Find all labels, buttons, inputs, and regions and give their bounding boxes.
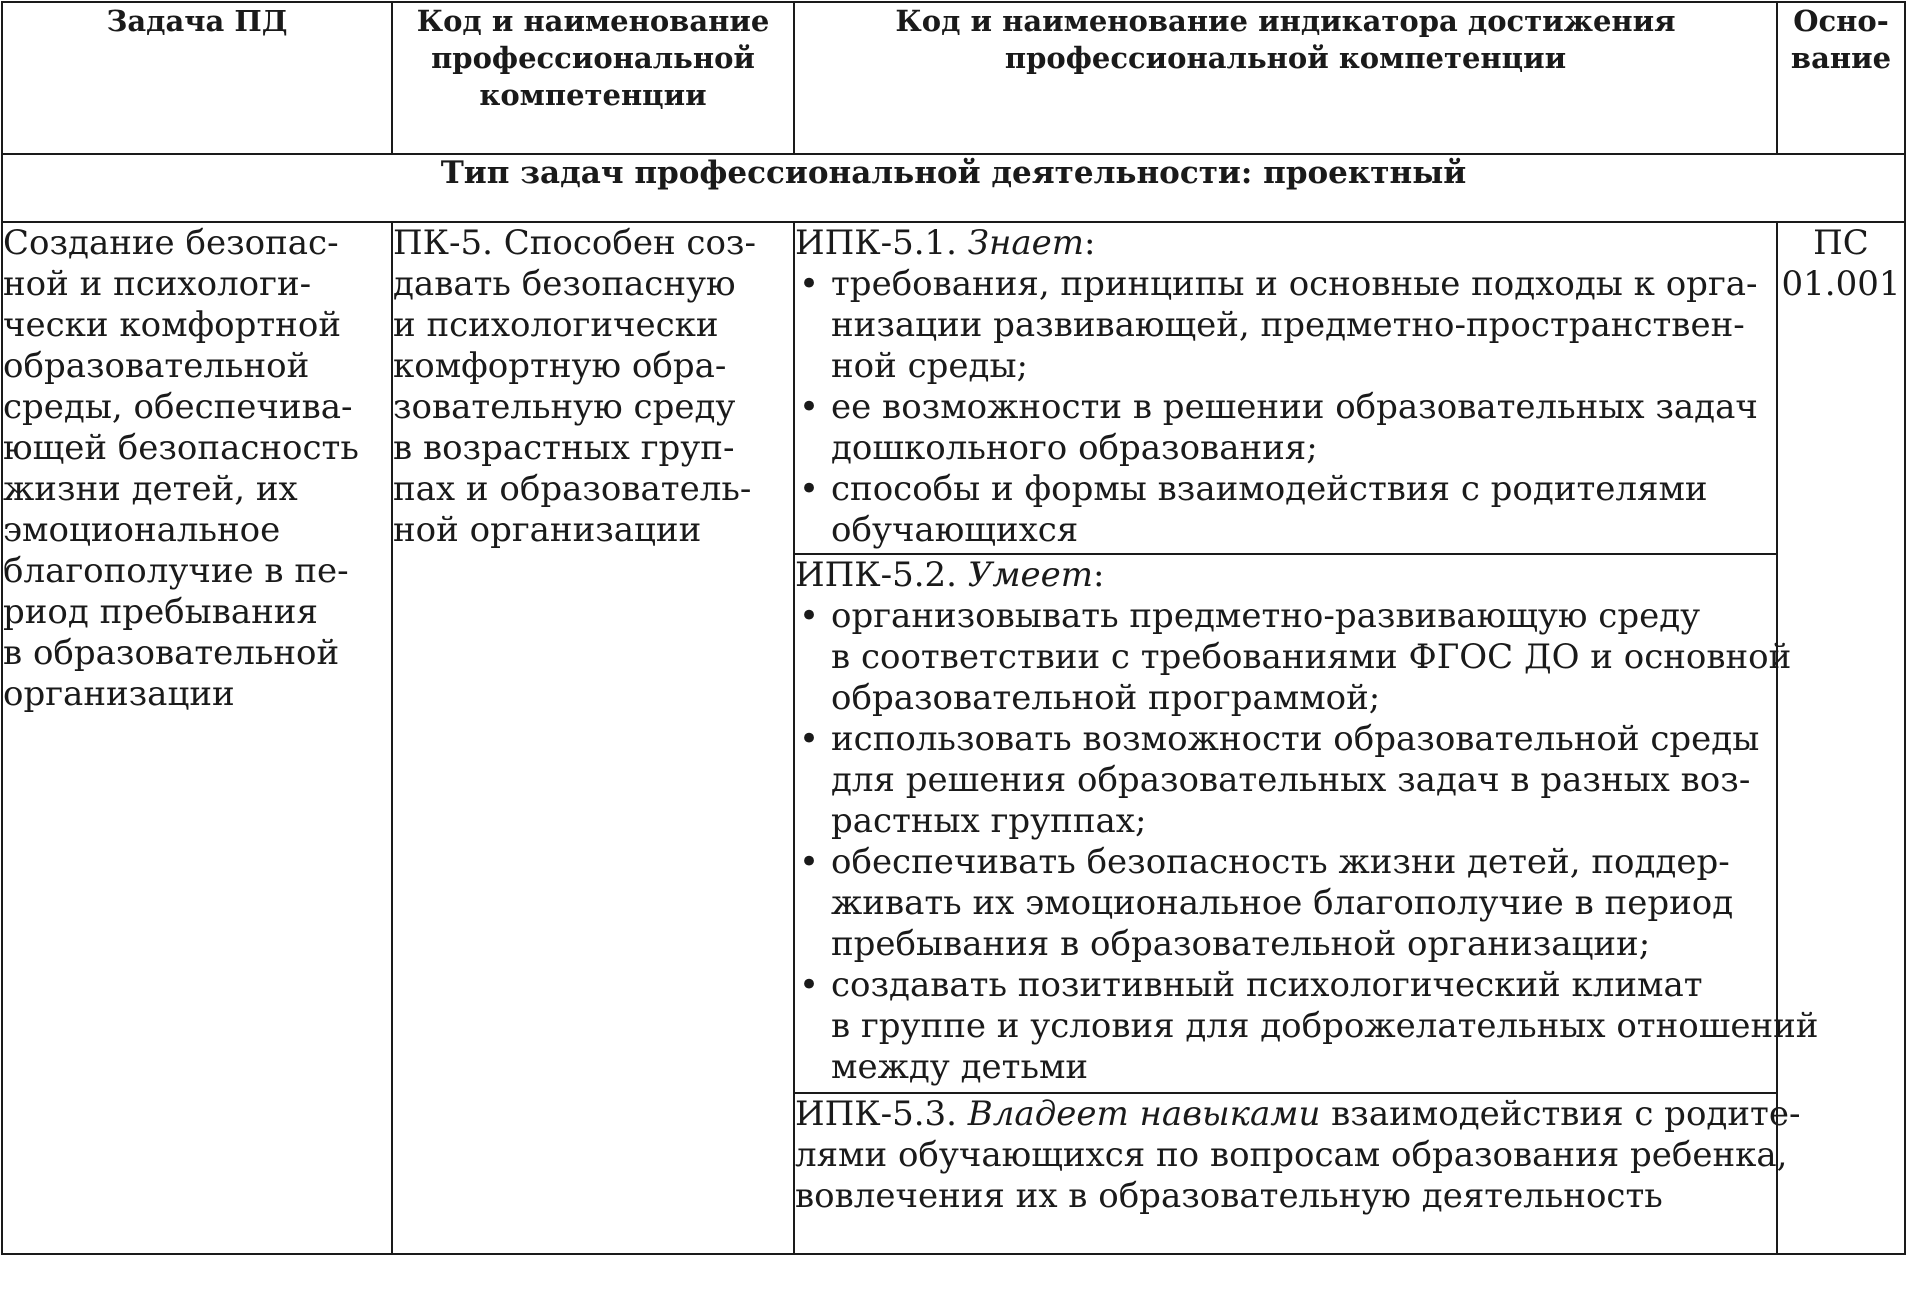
header-indicator-line: профессиональной компетенции [1004,41,1567,75]
list-item-line: ной среды; [831,346,1028,386]
list-item-line: пребывания в образовательной организации; [831,924,1651,964]
list-item-line: способы и формы взаимодействия с родителями [831,469,1708,509]
list-item-line: дошкольного образования; [831,428,1318,468]
header-competence-line: профессиональной [431,41,755,75]
list-item-line: обеспечивать безопасность жизни детей, поддер- [831,842,1730,882]
competence-line: давать безопасную [393,264,736,304]
list-item-line: требования, принципы и основные подходы к орга- [831,264,1758,304]
list-item-line: использовать возможности образовательной среды [831,719,1760,759]
indicator-5-2 [794,554,1819,1093]
task-line: ной и психологи- [3,264,312,304]
header-indicator [794,2,1777,154]
header-competence [392,2,794,154]
indicator-title [795,1094,1801,1135]
task-line: благополучие в пе- [3,551,349,591]
list-item-line: живать их эмоциональное благополучие в период [831,883,1734,923]
task-cell [2,222,392,1254]
competence-line: в возрастных груп- [393,428,735,468]
indicator-title [795,555,1776,596]
header-task [2,2,392,154]
indicator-5-1 [794,222,1777,554]
indicator-text-line: лями обучающихся по вопросам образования ребенка, [795,1135,1788,1175]
task-line: Создание безопас- [3,223,339,263]
list-item [795,387,1776,469]
list-item [795,965,1819,1088]
basis-line: 01.001 [1781,264,1901,304]
indicator-code: ИПК-5.3. [795,1094,957,1134]
bullet-list [795,264,1776,551]
bullet-icon: • [799,387,820,427]
basis-line: ПС [1813,223,1869,263]
bullet-list [795,596,1819,1088]
bullet-icon: • [799,719,820,759]
task-line: эмоциональное [3,510,281,550]
content-row [2,222,1905,554]
header-row [2,2,1905,154]
list-item [795,264,1776,387]
competence-line: и психологически [393,305,719,345]
list-item-line: низации развивающей, предметно-пространствен- [831,305,1745,345]
list-item [795,719,1776,842]
header-basis [1777,2,1905,154]
indicator-suffix: : [1084,223,1096,263]
indicator-verb: Знает [967,223,1085,263]
task-line: риод пребывания [3,592,318,632]
indicator-text: взаимодействия с родите- [1320,1094,1801,1134]
task-line: образовательной [3,346,310,386]
competence-line: ной организации [393,510,702,550]
list-item [795,842,1776,965]
indicator-code: ИПК-5.2. [795,555,957,595]
bullet-icon: • [799,965,820,1005]
competence-line: ПК-5. Способен соз- [393,223,756,263]
indicator-title [795,223,1776,264]
indicator-verb: Владеет навыками [967,1094,1321,1134]
bullet-icon: • [799,596,820,636]
list-item-line: растных группах; [831,801,1147,841]
task-line: среды, обеспечива- [3,387,353,427]
header-basis-line: Осно- [1793,4,1889,38]
list-item-line: в группе и условия для доброжелательных отношений [831,1006,1819,1046]
list-item-line: обучающихся [831,510,1079,550]
indicator-code: ИПК-5.1. [795,223,957,263]
competence-table [1,1,1906,1255]
indicator-5-3 [794,1093,1801,1254]
competence-line: пах и образователь- [393,469,752,509]
list-item [795,469,1776,551]
list-item-line: образовательной программой; [831,678,1381,718]
type-row [2,154,1905,222]
bullet-icon: • [799,264,820,304]
list-item-line: для решения образовательных задач в разных воз- [831,760,1751,800]
task-line: в образовательной [3,633,340,673]
header-basis-line: вание [1790,41,1892,75]
header-indicator-line: Код и наименование индикатора достижения [895,4,1676,38]
header-competence-line: компетенции [479,78,707,112]
competence-line: комфортную обра- [393,346,727,386]
list-item [795,596,1792,719]
list-item-line: в соответствии с требованиями ФГОС ДО и основной [831,637,1792,677]
list-item-line: создавать позитивный психологический климат [831,965,1703,1005]
competence-cell [392,222,794,1254]
competence-line: зовательную среду [393,387,736,427]
indicator-text-line: вовлечения их в образовательную деятельность [795,1176,1663,1216]
indicator-verb: Умеет [967,555,1094,595]
list-item-line: ее возможности в решении образовательных задач [831,387,1758,427]
list-item-line: организовывать предметно-развивающую среду [831,596,1701,636]
task-line: жизни детей, их [3,469,298,509]
bullet-icon: • [799,469,820,509]
task-type-heading: Тип задач профессиональной деятельности: проектный [2,154,1905,222]
header-competence-line: Код и наименование [416,4,770,38]
bullet-icon: • [799,842,820,882]
list-item-line: между детьми [831,1047,1089,1087]
header-task-text: Задача ПД [106,4,288,38]
task-line: чески комфортной [3,305,341,345]
indicator-suffix: : [1093,555,1105,595]
task-line: организации [3,674,235,714]
task-line: ющей безопасность [3,428,359,468]
